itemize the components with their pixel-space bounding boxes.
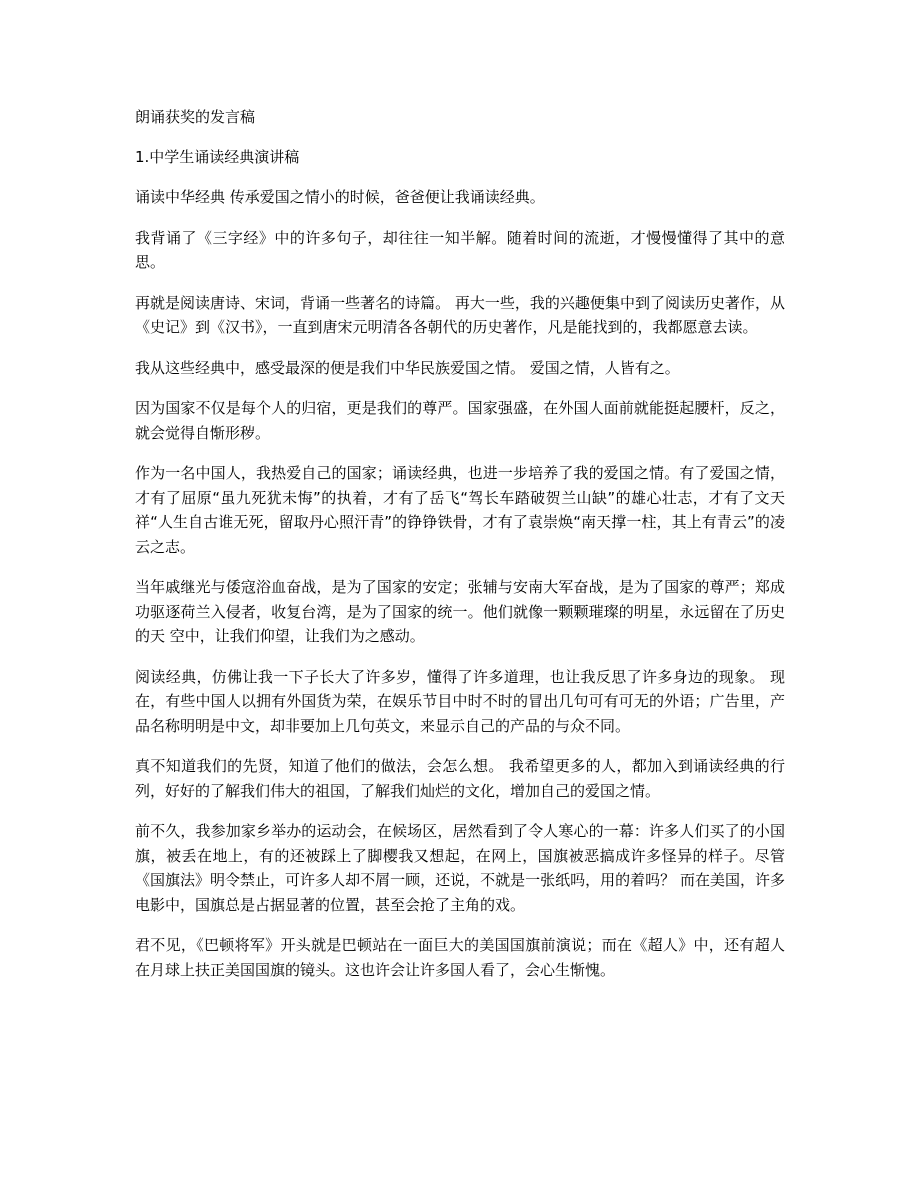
- document-subtitle: 1.中学生诵读经典演讲稿: [135, 148, 300, 166]
- paragraph: 当年戚继光与倭寇浴血奋战，是为了国家的安定；张辅与安南大军奋战，是为了国家的尊严；郑成功驱逐荷兰入侵者，收复台湾，是为了国家的统一。他们就像一颗颗璀璨的明星，永远留在了历史的天 空中，让我们仰望，让我们为之感动。: [135, 578, 785, 645]
- paragraph: 真不知道我们的先贤，知道了他们的做法，会怎么想。 我希望更多的人，都加入到诵读经典的行列，好好的了解我们伟大的祖国，了解我们灿烂的文化，增加自己的爱国之情。: [135, 757, 785, 800]
- document-title: 朗诵获奖的发言稿: [135, 108, 256, 126]
- paragraph: 诵读中华经典 传承爱国之情小的时候，爸爸便让我诵读经典。: [135, 188, 545, 206]
- paragraph: 君不见，《巴顿将军》开头就是巴顿站在一面巨大的美国国旗前演说；而在《超人》中，还有超人在月球上扶正美国国旗的镜头。这也许会让许多国人看了，会心生惭愧。: [135, 936, 785, 979]
- paragraph: 前不久，我参加家乡举办的运动会，在候场区，居然看到了令人寒心的一幕：许多人们买了的小国旗，被丢在地上，有的还被踩上了脚樱我又想起，在网上，国旗被恶搞成许多怪异的样子。尽管《国旗法》明令禁止，可许多人却不屑一顾，还说，不就是一张纸吗，用的着吗？ 而在美国，许多电影中，国旗总是占据显著的位置，甚至会抢了主角的戏。: [135, 822, 785, 914]
- document-page: [135, 105, 785, 998]
- paragraph: 我背诵了《三字经》中的许多句子，却往往一知半解。随着时间的流逝，才慢慢懂得了其中的意思。: [135, 228, 785, 271]
- paragraph: 作为一名中国人，我热爱自己的国家；诵读经典，也进一步培养了我的爱国之情。有了爱国之情，才有了屈原“虽九死犹未悔”的执着，才有了岳飞“驾长车踏破贺兰山缺”的雄心壮志，才有了文天祥“人生自古谁无死，留取丹心照汗青”的铮铮铁骨，才有了袁崇焕“南天撑一柱，其上有青云”的凌云之志。: [135, 464, 785, 556]
- paragraph: 我从这些经典中，感受最深的便是我们中华民族爱国之情。 爱国之情，人皆有之。: [135, 358, 680, 377]
- paragraph: 因为国家不仅是每个人的归宿，更是我们的尊严。国家强盛，在外国人面前就能挺起腰杆，反之，就会觉得自惭形秽。: [135, 399, 785, 442]
- paragraph: 阅读经典，仿佛让我一下子长大了许多岁，懂得了许多道理，也让我反思了许多身边的现象。 现在，有些中国人以拥有外国货为荣，在娱乐节目中时不时的冒出几句可有可无的外语；广告里，产品名称明明是中文，却非要加上几句英文，来显示自己的产品的与众不同。: [135, 667, 785, 735]
- paragraph: 再就是阅读唐诗、宋词，背诵一些著名的诗篇。 再大一些，我的兴趣便集中到了阅读历史著作，从《史记》到《汉书》，一直到唐宋元明清各各朝代的历史著作，凡是能找到的，我都愿意去读。: [135, 293, 785, 336]
